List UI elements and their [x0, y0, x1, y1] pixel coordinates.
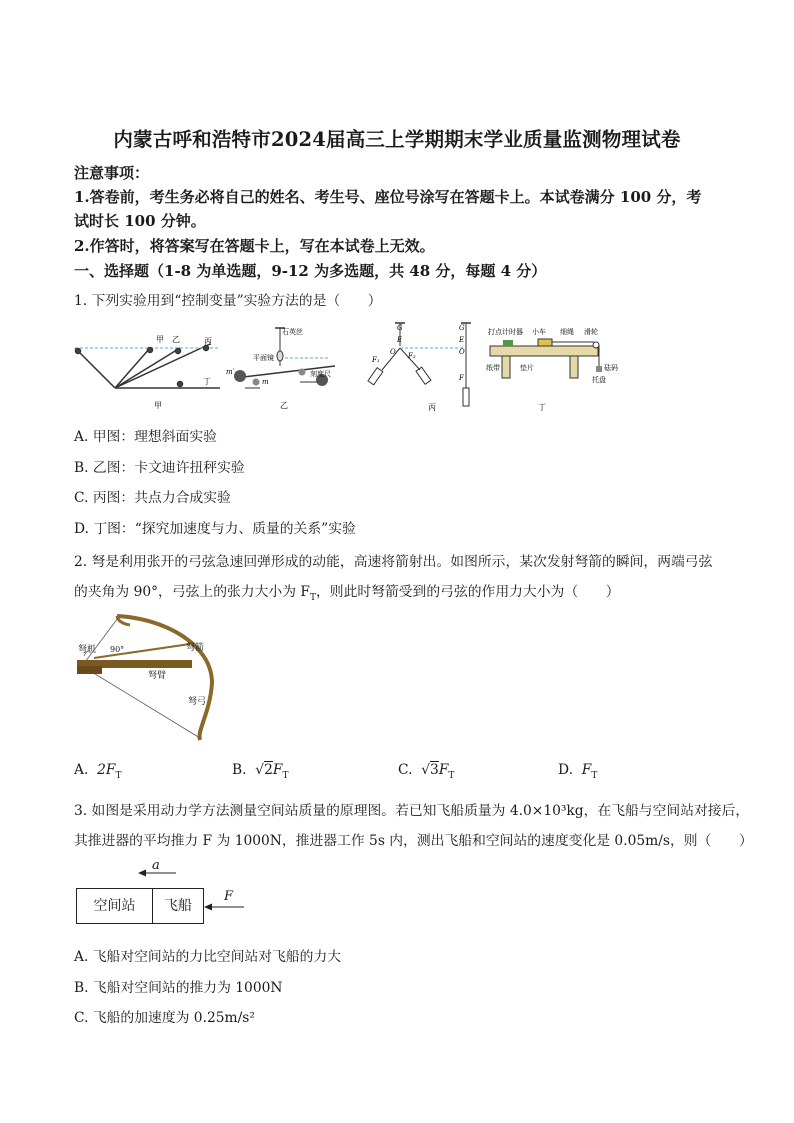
label-force: F	[224, 889, 234, 904]
notice-item-2: 2.作答时，将答案写在答题卡上，写在本试卷上无效。	[74, 237, 435, 255]
fig-label: 托盘	[592, 376, 606, 384]
question-3-stem: 3. 如图是采用动力学方法测量空间站质量的原理图。若已知飞船质量为 4.0×10³kg，在飞船与空间站对接后，	[74, 803, 750, 819]
fig-label: G	[397, 324, 403, 332]
notice-item-1-cont: 试时长 100 分钟。	[74, 212, 206, 230]
q2-option-c: C. $√3F_T$	[398, 762, 455, 781]
figure-yi	[234, 328, 335, 388]
q1-option-d: D. 丁图：“探究加速度与力、质量的关系”实验	[74, 521, 356, 537]
fig-label: m′	[226, 368, 235, 376]
option-value: F	[438, 762, 449, 778]
option-sub: T	[115, 770, 122, 781]
q3-option-a: A. 飞船对空间站的力比空间站对飞船的力大	[74, 949, 342, 965]
fig-label: 甲	[156, 335, 164, 344]
fig-label: 垫片	[520, 364, 534, 372]
spaceship-box: 飞船	[152, 888, 204, 924]
question-1-stem: 1. 下列实验用到“控制变量”实验方法的是（ ）	[74, 293, 382, 309]
fig-caption-ding: 丁	[538, 403, 546, 412]
label-nuji: 弩机	[78, 645, 97, 655]
crossbow-figure	[72, 608, 222, 748]
fig-label: F₁	[372, 356, 380, 364]
q2-option-b: B. $√2F_T$	[232, 762, 289, 781]
q1-option-b: B. 乙图：卡文迪许扭秤实验	[74, 460, 245, 476]
fig-label: 平面镜	[253, 354, 274, 362]
acceleration-arrow-icon	[138, 868, 178, 878]
option-value: F	[272, 762, 283, 778]
option-radical: 2	[264, 762, 273, 778]
fig-label: O	[459, 348, 465, 356]
q2-option-d	[558, 762, 597, 781]
notice-heading: 注意事项：	[74, 164, 150, 182]
fig-label: O	[390, 348, 396, 356]
fig-label: F	[459, 374, 464, 382]
figure-bing	[368, 323, 471, 406]
page-title: 内蒙古呼和浩特市2024届高三上学期期末学业质量监测物理试卷	[113, 128, 681, 151]
fig-label: E	[459, 336, 465, 344]
fig-label: 细绳	[560, 328, 574, 336]
question-3-stem-line2: 其推进器的平均推力 F 为 1000N，推进器工作 5s 内，测出飞船和空间站的速度变化是 0.05m/s，则（ ）	[74, 833, 753, 849]
label-angle: 90°	[110, 645, 125, 654]
option-label: C.	[398, 762, 413, 778]
fig-label: E	[397, 336, 403, 344]
label-acceleration: a	[152, 858, 160, 873]
fig-label: 砝码	[604, 364, 618, 372]
fig-label: 乙	[172, 335, 180, 344]
space-station-box: 空间站	[76, 888, 153, 924]
fig-label: m	[262, 378, 269, 386]
question-2-stem-line2	[74, 580, 620, 603]
fig-caption-jia: 甲	[154, 401, 162, 410]
option-radical: 3	[430, 762, 439, 778]
option-label: A.	[74, 762, 89, 778]
option-value: 2F	[97, 762, 116, 778]
stem-tail: ，则此时弩箭受到的弓弦的作用力大小为（ ）	[315, 584, 620, 600]
option-label: D.	[558, 762, 573, 778]
fig-label: 滑轮	[584, 328, 598, 336]
fig-label: 刻度尺	[310, 370, 331, 378]
notice-item-1: 1.答卷前，考生务必将自己的姓名、考生号、座位号涂写在答题卡上。本试卷满分 100 分，考	[74, 188, 702, 206]
q1-option-a: A. 甲图：理想斜面实验	[74, 429, 217, 445]
fig-label: 丙	[204, 337, 212, 346]
fig-label: 丁	[203, 377, 211, 386]
section-heading: 一、选择题（1-8 为单选题，9-12 为多选题，共 48 分，每题 4 分）	[74, 262, 547, 280]
subscript: T	[309, 592, 316, 603]
option-value: F	[581, 762, 592, 778]
fig-caption-bing: 丙	[428, 403, 436, 412]
fig-label: 小车	[532, 328, 546, 336]
option-sub: T	[448, 770, 455, 781]
q3-option-b: B. 飞船对空间站的推力为 1000N	[74, 980, 283, 996]
label-nubi: 弩臂	[148, 671, 167, 681]
label-nujian: 弩箭	[186, 643, 205, 653]
option-sub: T	[282, 770, 289, 781]
fig-label: F₂	[408, 352, 416, 360]
figure-jia	[75, 344, 220, 388]
fig-label: G	[459, 324, 465, 332]
option-label: B.	[232, 762, 247, 778]
fig-label: 纸带	[486, 364, 500, 372]
q2-option-a	[74, 762, 122, 781]
fig-caption-yi: 乙	[280, 401, 288, 410]
q1-option-c: C. 丙图：共点力合成实验	[74, 490, 231, 506]
fig-label: 打点计时器	[488, 328, 523, 336]
q3-option-c: C. 飞船的加速度为 0.25m/s²	[74, 1010, 255, 1026]
question-1-figure	[70, 318, 640, 418]
figure-ding	[490, 339, 602, 378]
question-2-stem: 2. 弩是利用张开的弓弦急速回弹形成的动能，高速将箭射出。如图所示，某次发射弩箭的瞬间，两端弓弦	[74, 554, 713, 570]
fig-label: 石英丝	[282, 328, 303, 336]
label-nugong: 弩弓	[188, 697, 207, 707]
force-arrow-icon	[204, 902, 246, 912]
option-sub: T	[591, 770, 598, 781]
stem-text: 的夹角为 90°，弓弦上的张力大小为 F	[74, 584, 310, 600]
